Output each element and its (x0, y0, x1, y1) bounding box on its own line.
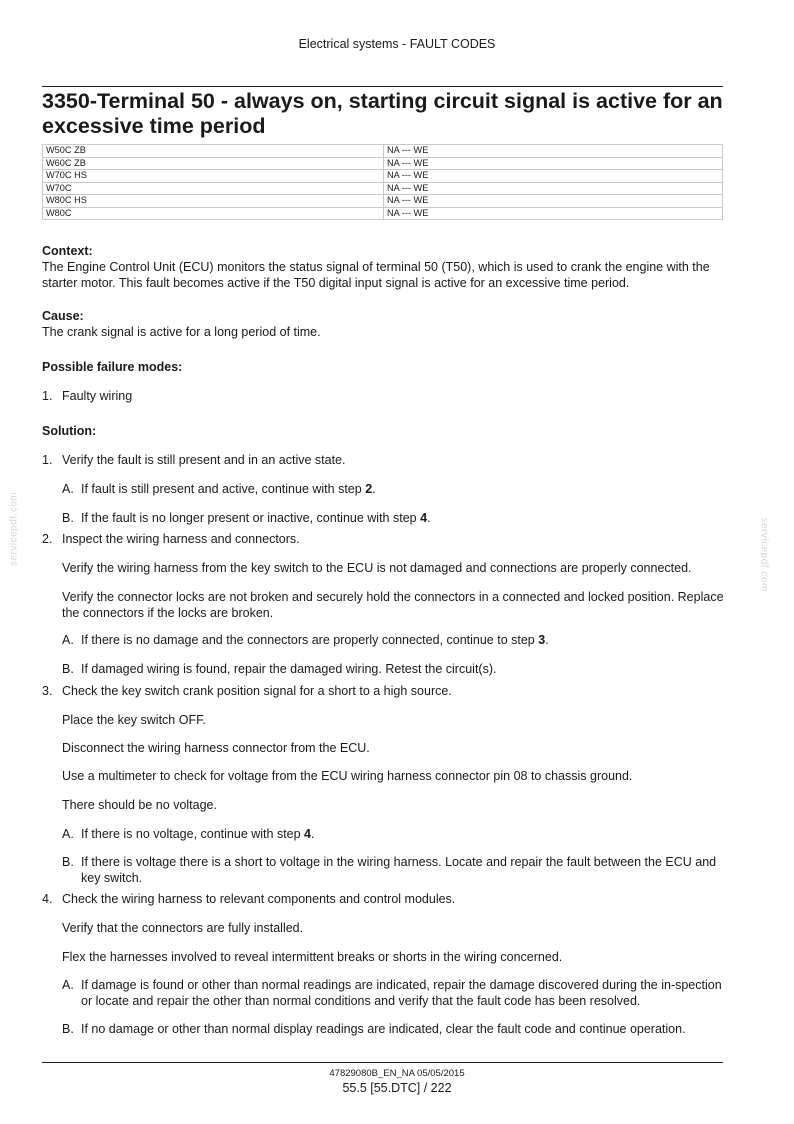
cause-section (42, 308, 732, 340)
watermark-left: servicepdf.com (8, 491, 20, 566)
step-1-option-a (62, 481, 727, 497)
step-reference: 4 (420, 511, 428, 525)
header-rule (42, 86, 723, 87)
model-cell: W80C (43, 207, 384, 220)
step-2-paragraph: Verify the connector locks are not broken and securely hold the connectors in a connected and locked position. Replace the connectors if the locks are broken. (62, 590, 724, 620)
option-letter: A. (62, 633, 74, 647)
step-4-option-b (62, 1021, 727, 1037)
step-3-paragraph: Place the key switch OFF. (62, 713, 206, 727)
cause-label: Cause: (42, 309, 84, 323)
option-letter: B. (62, 511, 74, 525)
option-text: If damage is found or other than normal readings are indicated, repair the damage discovered during the in-spection or locate and repair the other than normal conditions and verify that the fault code has been resolved. (81, 978, 722, 1008)
step-4-paragraph: Flex the harnesses involved to reveal intermittent breaks or shorts in the wiring concerned. (62, 950, 563, 964)
step-4-text: Check the wiring harness to relevant components and control modules. (62, 892, 456, 906)
model-cell: W70C HS (43, 170, 384, 183)
region-cell: NA --- WE (384, 182, 723, 195)
page-number: 55.5 [55.DTC] / 222 (342, 1081, 452, 1095)
step-number: 4. (42, 892, 53, 906)
option-end: . (545, 633, 549, 647)
region-cell: NA --- WE (384, 157, 723, 170)
step-3-option-a (62, 826, 727, 842)
option-end: . (372, 482, 376, 496)
option-text: If no damage or other than normal display readings are indicated, clear the fault code and continue operation. (81, 1022, 686, 1036)
table-row (43, 195, 723, 208)
step-2-option-b (62, 661, 727, 677)
context-label: Context: (42, 244, 93, 258)
option-letter: A. (62, 482, 74, 496)
table-row (43, 182, 723, 195)
option-text: If there is no damage and the connectors are properly connected, continue to step (81, 633, 539, 647)
step-3-option-b (62, 854, 727, 886)
model-cell: W60C ZB (43, 157, 384, 170)
step-1-text: Verify the fault is still present and in an active state. (62, 453, 346, 467)
solution-heading: Solution: (42, 424, 97, 438)
step-reference: 4 (304, 827, 311, 841)
option-text: If there is voltage there is a short to voltage in the wiring harness. Locate and repair the fault between the ECU and key switch. (81, 855, 717, 885)
footer-rule (42, 1062, 723, 1063)
context-text: The Engine Control Unit (ECU) monitors the status signal of terminal 50 (T50), which is used to crank the engine with the starter motor. This fault becomes active if the T50 digital input signal is active for an excessive time period. (42, 260, 710, 290)
option-letter: A. (62, 978, 74, 992)
step-2-text: Inspect the wiring harness and connectors. (62, 532, 300, 546)
fault-title: 3350-Terminal 50 - always on, starting circuit signal is active for an excessive time period (42, 89, 723, 138)
table-row (43, 207, 723, 220)
step-3-paragraph: Use a multimeter to check for voltage from the ECU wiring harness connector pin 08 to chassis ground. (62, 769, 633, 783)
option-end: . (311, 827, 315, 841)
step-4-paragraph: Verify that the connectors are fully installed. (62, 921, 304, 935)
step-number: 3. (42, 684, 53, 698)
option-letter: A. (62, 827, 74, 841)
solution-label (42, 423, 732, 439)
watermark-right: servicepdf.com (758, 517, 770, 592)
step-3-paragraph: There should be no voltage. (62, 798, 217, 812)
table-row (43, 157, 723, 170)
region-cell: NA --- WE (384, 195, 723, 208)
step-4-option-a (62, 977, 727, 1009)
table-row (43, 145, 723, 158)
step-3-paragraph: Disconnect the wiring harness connector from the ECU. (62, 741, 370, 755)
list-number: 1. (42, 389, 53, 403)
failure-mode-item: Faulty wiring (62, 389, 133, 403)
option-letter: B. (62, 855, 74, 869)
option-letter: B. (62, 1022, 74, 1036)
option-text: If the fault is no longer present or inactive, continue with step (81, 511, 421, 525)
failure-modes-label (42, 359, 732, 375)
step-3-text: Check the key switch crank position signal for a short to a high source. (62, 684, 452, 698)
step-reference: 2 (365, 482, 373, 496)
context-section (42, 243, 732, 291)
table-row (43, 170, 723, 183)
region-cell: NA --- WE (384, 145, 723, 158)
step-reference: 3 (538, 633, 546, 647)
failure-modes-heading: Possible failure modes: (42, 360, 183, 374)
option-text: If there is no voltage, continue with step (81, 827, 305, 841)
model-table (42, 144, 723, 220)
model-cell: W70C (43, 182, 384, 195)
option-text: If damaged wiring is found, repair the damaged wiring. Retest the circuit(s). (81, 662, 497, 676)
step-1-option-b (62, 510, 727, 526)
model-cell: W50C ZB (43, 145, 384, 158)
region-cell: NA --- WE (384, 170, 723, 183)
region-cell: NA --- WE (384, 207, 723, 220)
cause-text: The crank signal is active for a long period of time. (42, 325, 321, 339)
model-cell: W80C HS (43, 195, 384, 208)
option-end: . (427, 511, 431, 525)
step-number: 1. (42, 453, 53, 467)
option-letter: B. (62, 662, 74, 676)
step-number: 2. (42, 532, 53, 546)
running-header: Electrical systems - FAULT CODES (298, 37, 496, 51)
option-text: If fault is still present and active, continue with step (81, 482, 366, 496)
document-reference: 47829080B_EN_NA 05/05/2015 (329, 1068, 465, 1079)
step-2-option-a (62, 632, 727, 648)
step-2-paragraph: Verify the wiring harness from the key switch to the ECU is not damaged and connections are properly connected. (62, 561, 692, 575)
